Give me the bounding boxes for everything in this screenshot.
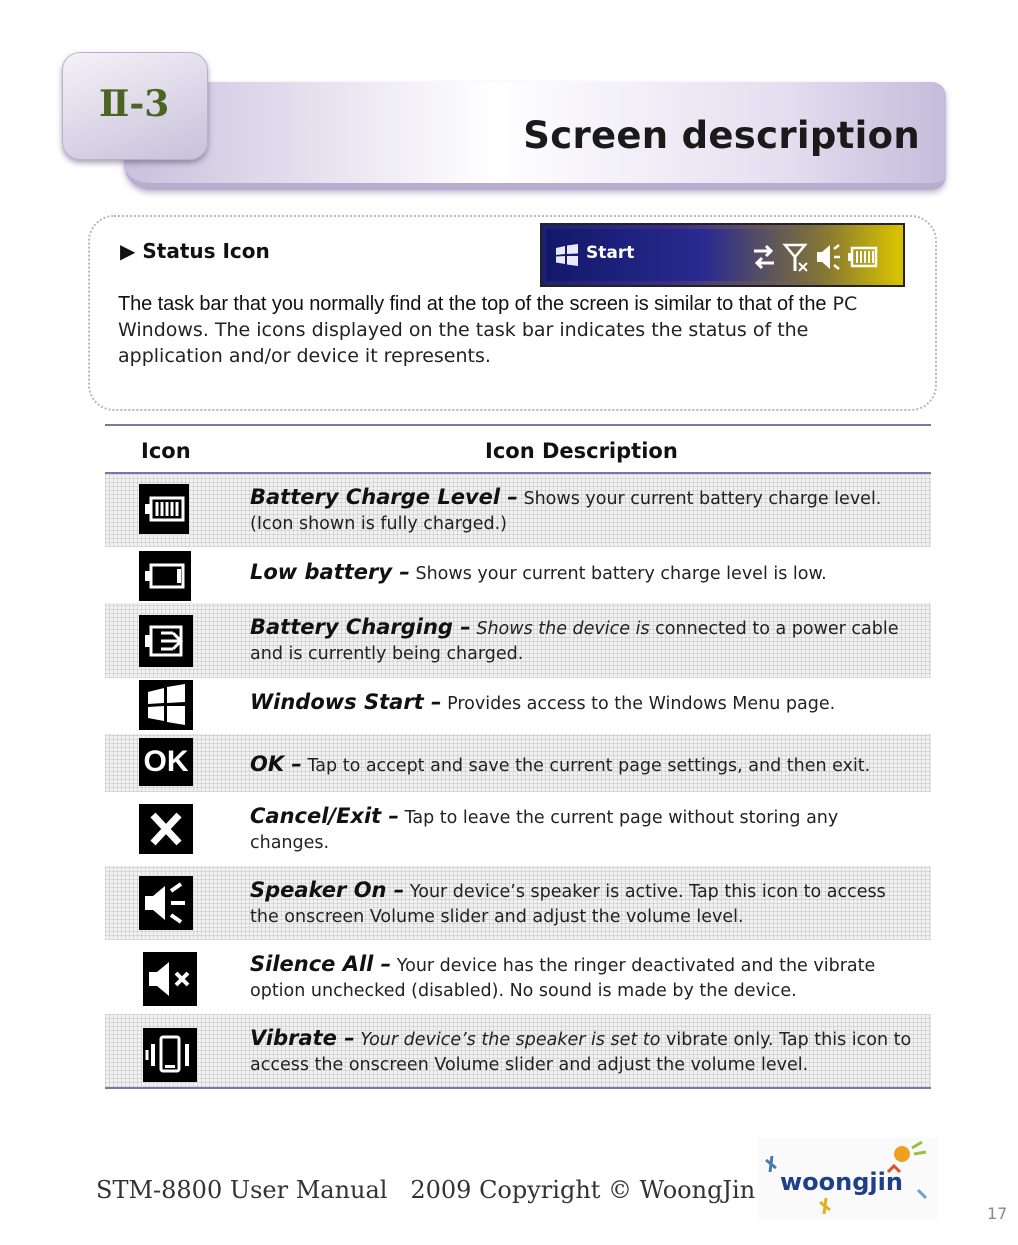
speaker-on-icon bbox=[139, 876, 193, 930]
battery-full-icon bbox=[139, 484, 189, 534]
battery-full-icon bbox=[846, 239, 880, 275]
battery-charging-icon bbox=[139, 615, 193, 667]
table-row bbox=[105, 734, 931, 792]
row-description: Speaker On – Your device’s speaker is active. Tap this icon to access the onscreen Volume slider and adjust the volume level. bbox=[250, 878, 886, 927]
icon-table bbox=[105, 424, 931, 1089]
status-icon-box bbox=[88, 215, 937, 411]
woongjin-logo bbox=[758, 1138, 938, 1220]
connectivity-icon bbox=[750, 239, 778, 275]
header-icon: Icon bbox=[141, 439, 191, 463]
row-description: Cancel/Exit – Tap to leave the current page without storing any changes. bbox=[250, 804, 839, 853]
status-heading bbox=[120, 239, 270, 263]
row-description: Windows Start – Provides access to the Windows Menu page. bbox=[250, 690, 836, 714]
table-row bbox=[105, 603, 931, 678]
table-row bbox=[105, 547, 931, 603]
table-row bbox=[105, 1014, 931, 1089]
table-row bbox=[105, 792, 931, 866]
section-badge bbox=[62, 52, 208, 160]
triangle-bullet-icon: ▶ bbox=[120, 239, 136, 263]
windows-flag-icon bbox=[139, 680, 193, 730]
table-row bbox=[105, 940, 931, 1014]
footer-text bbox=[96, 1176, 755, 1204]
ok-icon: OK bbox=[139, 738, 193, 786]
signal-off-icon bbox=[782, 239, 810, 275]
row-description: Silence All – Your device has the ringer deactivated and the vibrate option unchecked (disabled). No sound is made by the device. bbox=[250, 952, 876, 1001]
taskbar-start-label: Start bbox=[586, 243, 635, 263]
windows-flag-icon bbox=[554, 243, 580, 267]
footer-copyright: 2009 Copyright © WoongJin bbox=[410, 1176, 756, 1204]
status-heading-text: Status Icon bbox=[142, 239, 270, 263]
row-description: Battery Charging – Shows the device is connected to a power cable and is currently being charged. bbox=[250, 615, 899, 664]
page-title: Screen description bbox=[523, 114, 920, 157]
taskbar-screenshot bbox=[540, 223, 905, 287]
row-description: Vibrate – Your device’s the speaker is set to vibrate only. Tap this icon to access the onscreen Volume slider and adjust the volume level. bbox=[250, 1026, 912, 1075]
table-header bbox=[105, 424, 931, 474]
battery-low-icon bbox=[139, 551, 191, 601]
row-description: Low battery – Shows your current battery charge level is low. bbox=[250, 560, 827, 584]
status-description-line1: The task bar that you normally find at the top of the screen is similar to that of the bbox=[118, 293, 827, 315]
row-description: OK – Tap to accept and save the current page settings, and then exit. bbox=[250, 752, 871, 776]
row-description: Battery Charge Level – Shows your current battery charge level. (Icon shown is fully charged.) bbox=[250, 485, 882, 534]
status-description bbox=[118, 291, 918, 369]
header-bar bbox=[124, 82, 946, 190]
vibrate-icon bbox=[143, 1028, 197, 1082]
logo-text: woongjin bbox=[780, 1168, 903, 1196]
close-icon bbox=[139, 804, 193, 854]
status-description-rest: PC Windows. The icons displayed on the task bar indicates the status of the application and/or device it represents. bbox=[118, 293, 858, 367]
table-row bbox=[105, 474, 931, 547]
footer-manual: STM-8800 User Manual bbox=[96, 1176, 388, 1204]
table-row bbox=[105, 678, 931, 734]
page-number: 17 bbox=[987, 1204, 1008, 1223]
section-number: Ⅱ-3 bbox=[99, 83, 170, 125]
header-icon-description: Icon Description bbox=[485, 439, 678, 463]
table-row bbox=[105, 866, 931, 940]
speaker-mute-icon bbox=[143, 952, 197, 1006]
speaker-on-icon bbox=[814, 239, 842, 275]
